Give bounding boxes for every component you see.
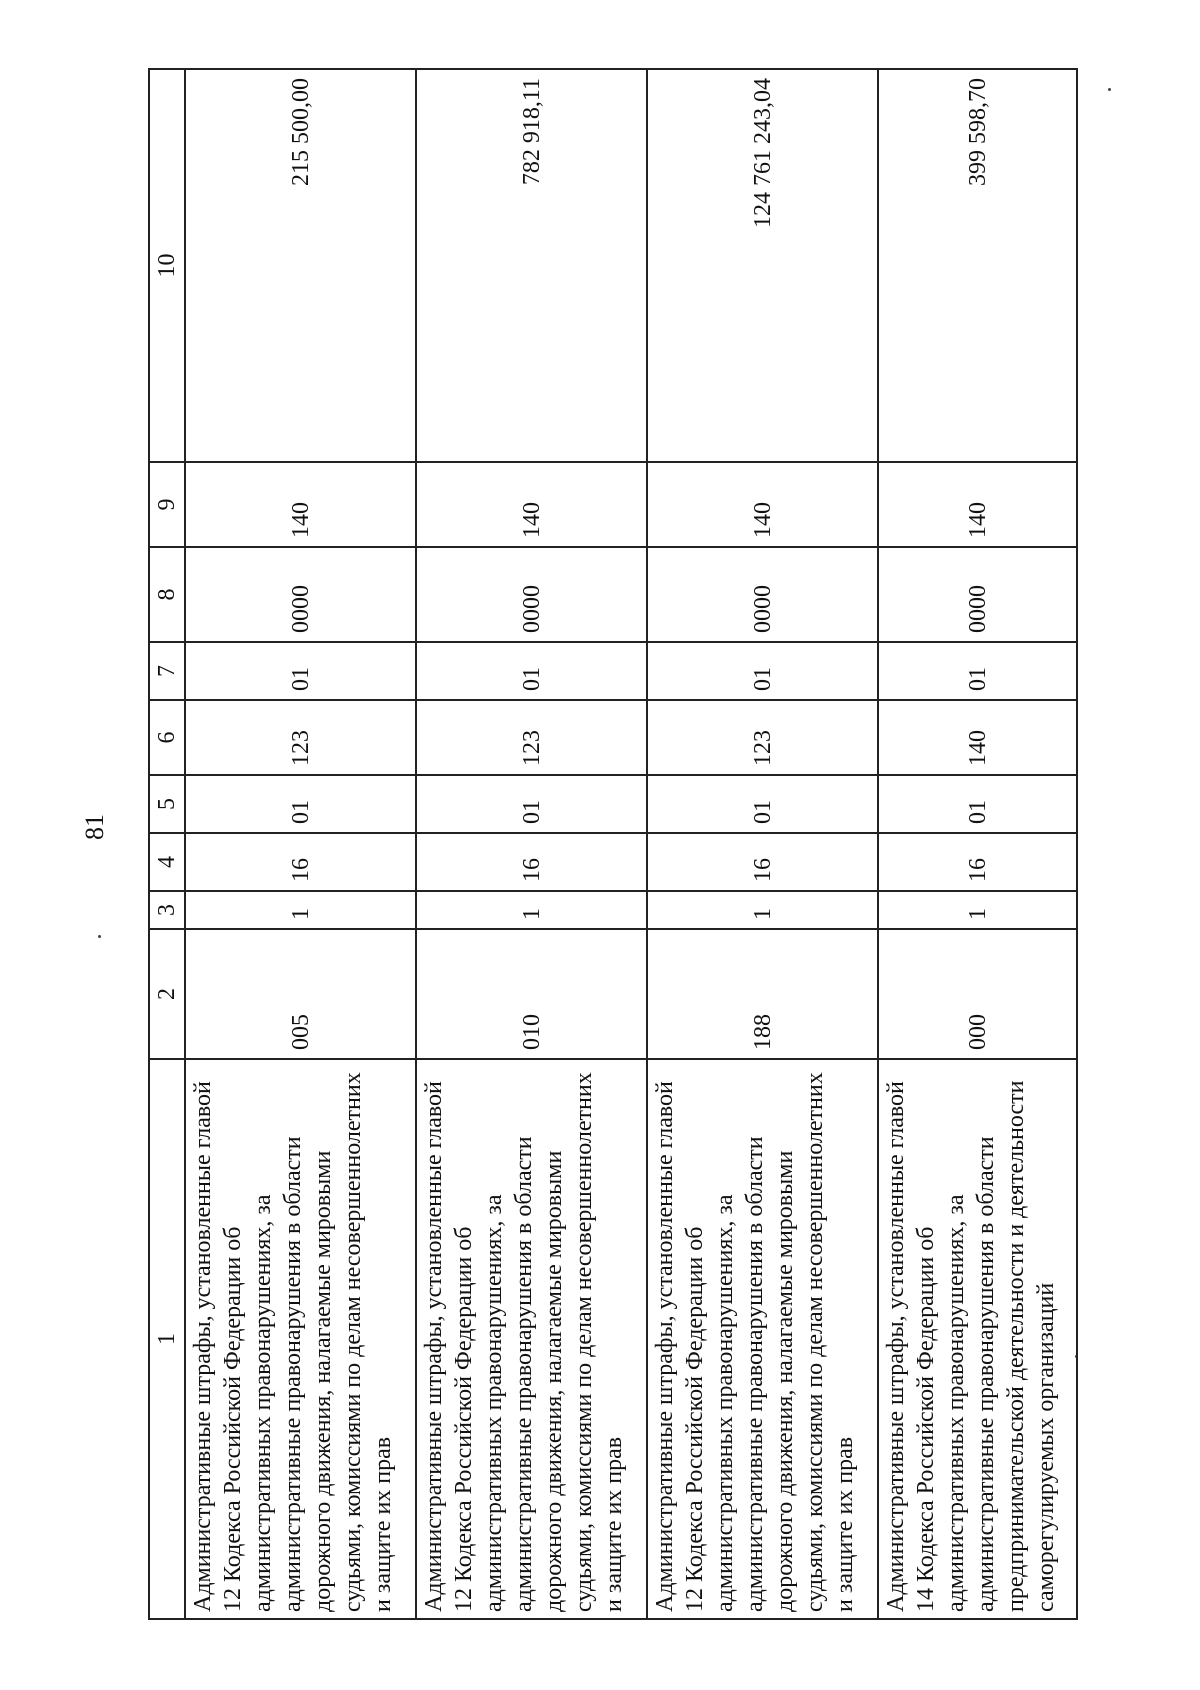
row-description: Административные штрафы, установленные главой 12 Кодекса Российской Федерации об административных правонарушениях, за административные правонарушения в области дорожного движения, налагаемые мировыми судьями, комиссиями по делам несовершеннолетних и защите их прав <box>647 1059 878 1619</box>
header-row <box>149 69 185 1619</box>
fines-table <box>148 68 1078 1620</box>
col-header-4: 4 <box>149 833 185 891</box>
table-row <box>647 69 878 1619</box>
table-row <box>878 69 1077 1619</box>
code-article: 01 <box>878 775 1077 833</box>
code-program: 0000 <box>185 547 416 642</box>
col-header-1: 1 <box>149 1059 185 1619</box>
code-program: 0000 <box>647 547 878 642</box>
amount: 399 598,70 <box>878 69 1077 462</box>
code-article: 01 <box>185 775 416 833</box>
scan-speck <box>98 935 101 938</box>
code-group: 1 <box>647 891 878 929</box>
code-economic: 140 <box>647 462 878 547</box>
col-header-2: 2 <box>149 929 185 1059</box>
code-subarticle: 123 <box>647 700 878 775</box>
code-article: 01 <box>416 775 647 833</box>
col-header-9: 9 <box>149 462 185 547</box>
row-description: Административные штрафы, установленные главой 12 Кодекса Российской Федерации об административных правонарушениях, за административные правонарушения в области дорожного движения, налагаемые мировыми судьями, комиссиями по делам несовершеннолетних и защите их прав <box>416 1059 647 1619</box>
code-program: 0000 <box>416 547 647 642</box>
code-element: 01 <box>416 642 647 700</box>
col-header-6: 6 <box>149 700 185 775</box>
code-subarticle: 123 <box>185 700 416 775</box>
code-economic: 140 <box>416 462 647 547</box>
code-subgroup: 16 <box>878 833 1077 891</box>
code-group: 1 <box>878 891 1077 929</box>
amount: 782 918,11 <box>416 69 647 462</box>
col-header-7: 7 <box>149 642 185 700</box>
table-row <box>416 69 647 1619</box>
code-element: 01 <box>185 642 416 700</box>
row-description: Административные штрафы, установленные главой 14 Кодекса Российской Федерации об административных правонарушениях, за административные правонарушения в области предпринимательской деятельности и деятельности саморегулируемых организаций <box>878 1059 1077 1619</box>
col-header-10: 10 <box>149 69 185 462</box>
admin-code: 000 <box>878 929 1077 1059</box>
code-article: 01 <box>647 775 878 833</box>
col-header-3: 3 <box>149 891 185 929</box>
code-group: 1 <box>185 891 416 929</box>
code-subarticle: 123 <box>416 700 647 775</box>
code-economic: 140 <box>185 462 416 547</box>
amount: 124 761 243,04 <box>647 69 878 462</box>
code-subgroup: 16 <box>185 833 416 891</box>
admin-code: 188 <box>647 929 878 1059</box>
admin-code: 010 <box>416 929 647 1059</box>
scan-speck <box>1108 88 1111 91</box>
code-subgroup: 16 <box>416 833 647 891</box>
code-element: 01 <box>878 642 1077 700</box>
rotated-table-container <box>148 70 1078 1620</box>
page-number: 81 <box>80 814 109 840</box>
col-header-5: 5 <box>149 775 185 833</box>
code-group: 1 <box>416 891 647 929</box>
code-program: 0000 <box>878 547 1077 642</box>
row-description: Административные штрафы, установленные главой 12 Кодекса Российской Федерации об административных правонарушениях, за административные правонарушения в области дорожного движения, налагаемые мировыми судьями, комиссиями по делам несовершеннолетних и защите их прав <box>185 1059 416 1619</box>
col-header-8: 8 <box>149 547 185 642</box>
code-element: 01 <box>647 642 878 700</box>
code-subgroup: 16 <box>647 833 878 891</box>
code-subarticle: 140 <box>878 700 1077 775</box>
admin-code: 005 <box>185 929 416 1059</box>
amount: 215 500,00 <box>185 69 416 462</box>
table-row <box>185 69 416 1619</box>
code-economic: 140 <box>878 462 1077 547</box>
